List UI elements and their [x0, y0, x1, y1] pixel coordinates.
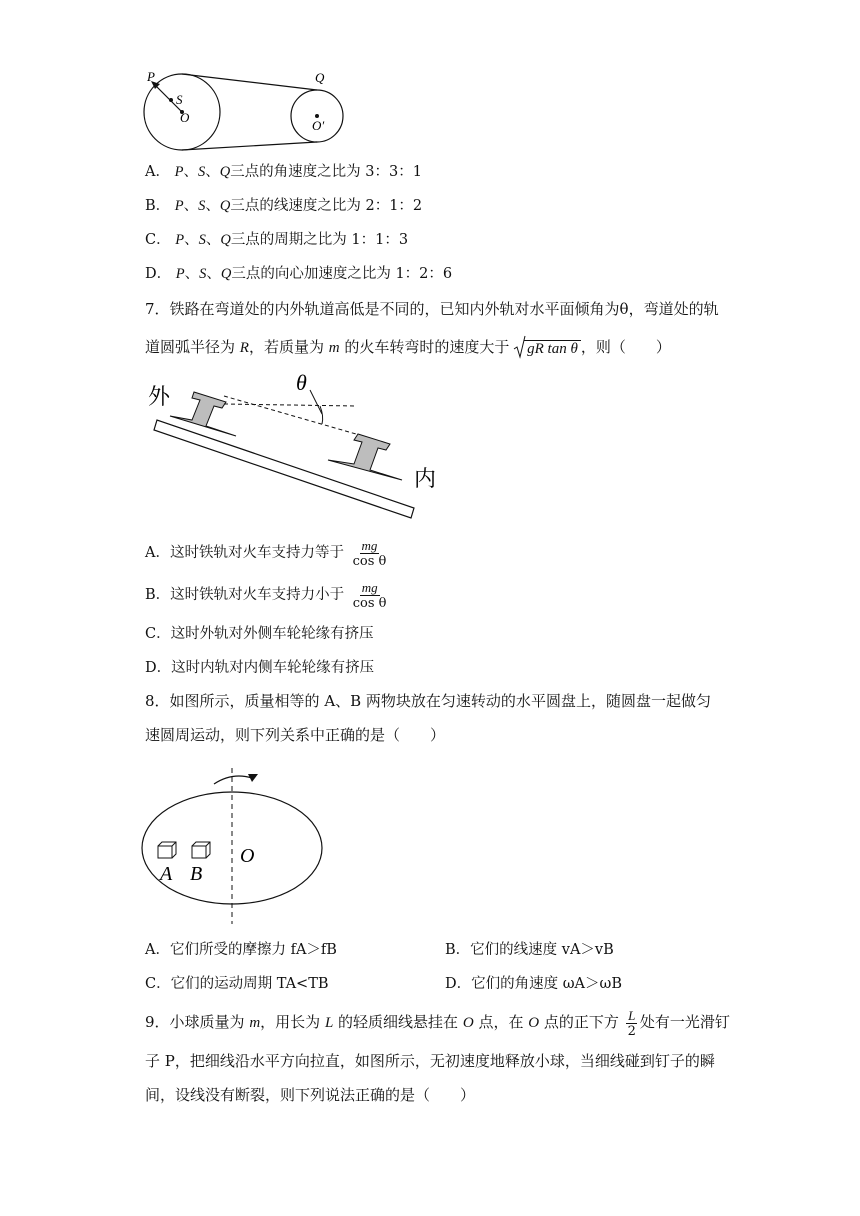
q7-option-c: C．这时外轨对外侧车轮轮缘有挤压	[145, 626, 374, 642]
angle-arc	[320, 406, 323, 424]
sqrt-expression: gR tan θ	[514, 337, 581, 360]
q9-stem-line1: 9．小球质量为 m，用长为 L 的轻质细线悬挂在 O 点，在 O 点的正下方 $\frac{L}{2}$ 处有一光滑钉	[145, 1007, 730, 1039]
fraction-mg-cos: $\frac{mg}{\text{cos θ}}$	[352, 579, 387, 611]
q7-option-b: B．这时铁轨对火车支持力小于 $\frac{mg}{\text{cos θ}}$	[145, 579, 387, 611]
horizontal-dashed-line	[224, 404, 356, 406]
q8-stem-line1: 8．如图所示，质量相等的 A、B 两物块放在匀速转动的水平圆盘上，随圆盘一起做匀	[145, 692, 711, 710]
label-o: O	[180, 110, 190, 125]
q6-option-b: B． P、S、Q三点的线速度之比为 2：1：2	[145, 198, 423, 214]
q8-option-c: C．它们的运动周期 TA<TB	[145, 976, 329, 992]
q7-rail-figure	[140, 370, 437, 528]
block-a	[158, 842, 176, 858]
sleeper-board	[154, 420, 414, 518]
label-s: S	[176, 92, 183, 107]
fraction-l-over-2: $\frac{L}{2}$	[627, 1007, 636, 1039]
label-o2: O′	[312, 118, 325, 133]
q7-option-d: D．这时内轨对内侧车轮轮缘有挤压	[145, 660, 375, 676]
q8-option-d: D．它们的角速度 ωA＞ωB	[445, 976, 623, 992]
inner-label: 内	[414, 466, 437, 491]
rotation-arrow	[214, 776, 252, 784]
q7-option-a: A．这时铁轨对火车支持力等于 $\frac{mg}{\text{cos θ}}$	[145, 537, 387, 569]
q7-stem-line2: 道圆弧半径为 R，若质量为 m 的火车转弯时的速度大于 gR tan θ ，则（ ）	[145, 336, 671, 360]
label-a: A	[160, 863, 173, 885]
q6-pulley-figure	[140, 62, 360, 154]
label-q: Q	[315, 70, 325, 85]
q6-option-d: D． P、S、Q三点的向心加速度之比为 1：2：6	[145, 266, 453, 282]
label-o: O	[240, 845, 255, 867]
belt-bottom	[182, 142, 317, 150]
theta-label: θ	[296, 370, 307, 395]
outer-label: 外	[148, 384, 171, 409]
label-p: P	[147, 69, 155, 84]
label-b: B	[190, 863, 203, 885]
q6-option-c: C． P、S、Q三点的周期之比为 1：1：3	[145, 232, 409, 248]
q8-option-a: A．它们所受的摩擦力 fA＞fB	[145, 942, 337, 958]
q7-stem-line1: 7．铁路在弯道处的内外轨道高低是不同的，已知内外轨对水平面倾角为θ，弯道处的轨	[145, 300, 719, 318]
rotation-arrow-head	[248, 774, 258, 782]
q8-turntable-figure	[140, 762, 340, 932]
block-b	[192, 842, 210, 858]
q8-stem-line2: 速圆周运动，则下列关系中正确的是（ ）	[145, 726, 446, 744]
slope-dashed-line	[224, 396, 356, 434]
point-s	[169, 98, 173, 102]
theta-pointer	[310, 390, 322, 414]
q6-option-a: A． P、S、Q三点的角速度之比为 3：3：1	[145, 164, 422, 180]
q9-stem-line3: 间，设线没有断裂，则下列说法正确的是（ ）	[145, 1086, 476, 1104]
belt-top	[182, 74, 317, 90]
inner-rail	[328, 434, 402, 480]
fraction-mg-cos: $\frac{mg}{\text{cos θ}}$	[352, 537, 387, 569]
q8-option-b: B．它们的线速度 vA＞vB	[445, 942, 614, 958]
q9-stem-line2: 子 P，把细线沿水平方向拉直，如图所示，无初速度地释放小球，当细线碰到钉子的瞬	[145, 1052, 715, 1070]
